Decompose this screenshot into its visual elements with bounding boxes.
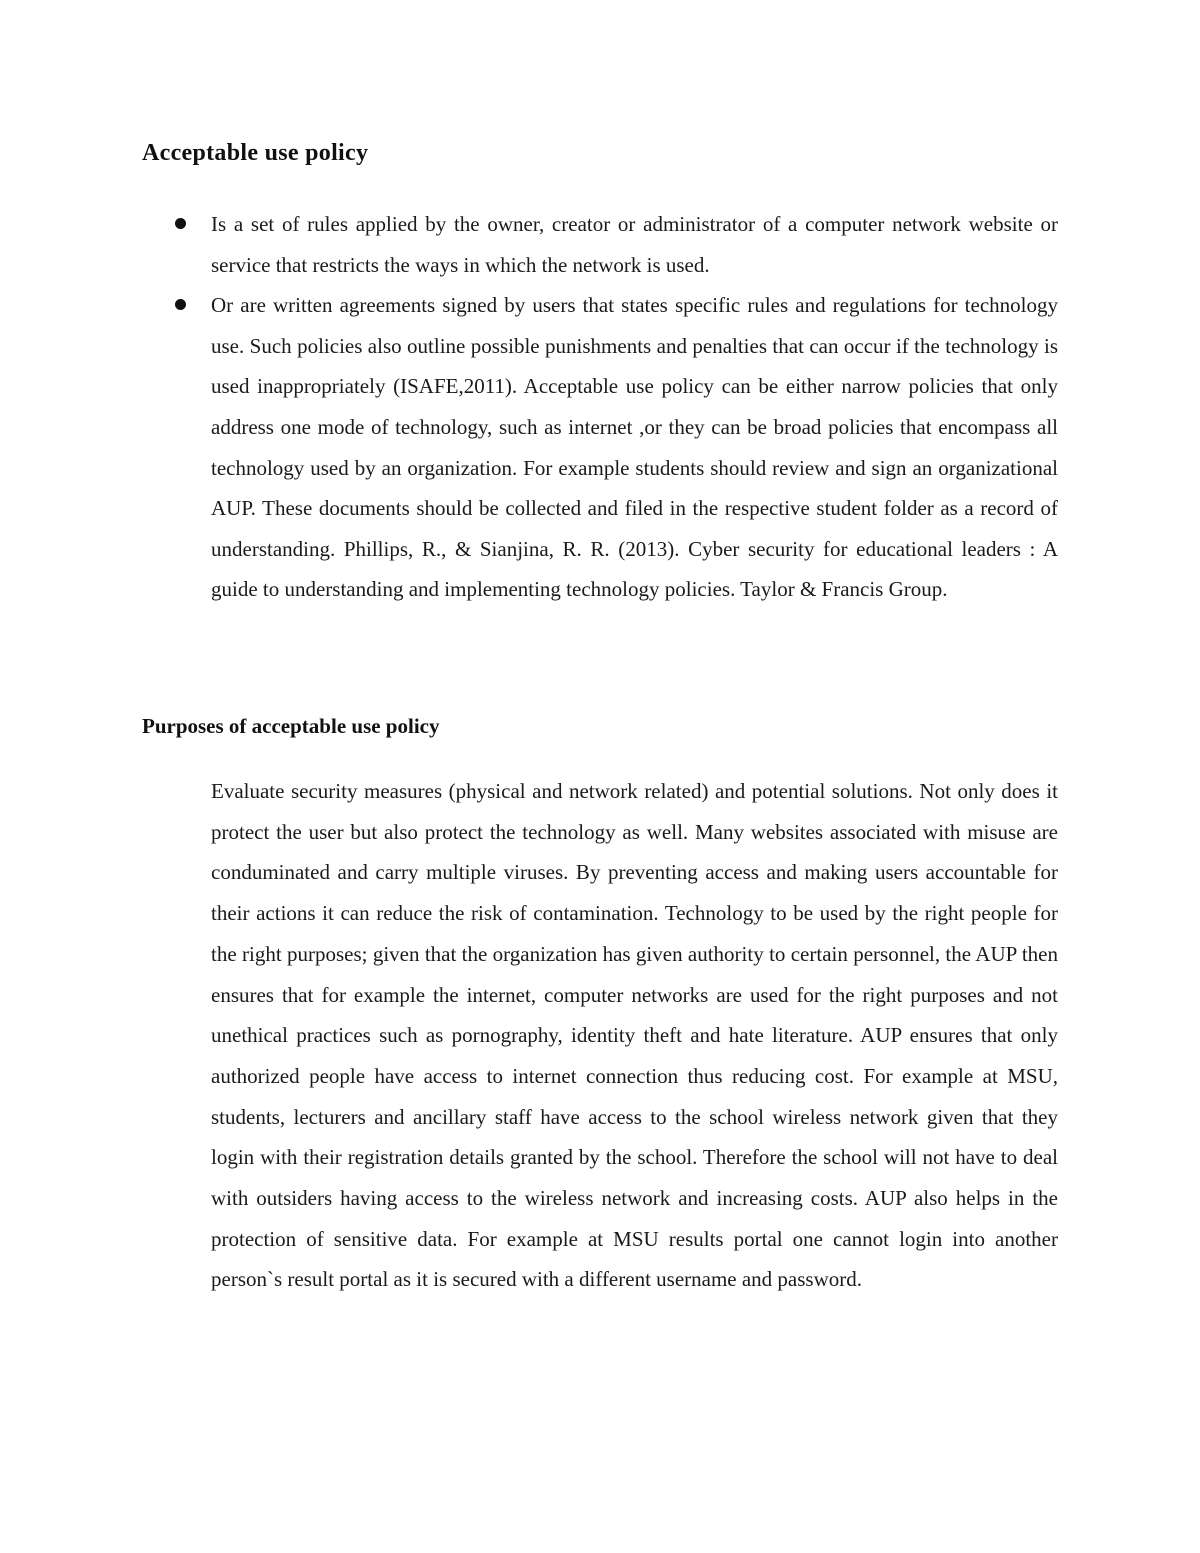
bullet-item-definition: [0, 204, 1058, 285]
bullet-text: Is a set of rules applied by the owner, creator or administrator of a computer network website or service that restricts the ways in which the network is used.: [211, 212, 1058, 277]
bullet-text: Or are written agreements signed by users that states specific rules and regulations for technology use. Such policies also outline possible punishments and penalties that can occur if the technology is used inappropriately (ISAFE,2011). Acceptable use policy can be either narrow policies that only address one mode of technology, such as internet ,or they can be broad policies that encompass all technology used by an organization. For example students should review and sign an organizational AUP. These documents should be collected and filed in the respective student folder as a record of understanding. Phillips, R., & Sianjina, R. R. (2013). Cyber security for educational leaders : A guide to understanding and implementing technology policies. Taylor & Francis Group.: [211, 293, 1058, 602]
bullet-item-agreements: [0, 285, 1058, 610]
bullet-list: [0, 204, 1200, 610]
bullet-dot-icon: [175, 218, 186, 229]
section-heading-acceptable-use-policy: Acceptable use policy: [142, 140, 369, 166]
purposes-paragraph: Evaluate security measures (physical and network related) and potential solutions. Not only does it protect the user but also protect the technology as well. Many websites associated with misuse are conduminated and carry multiple viruses. By preventing access and making users accountable for their actions it can reduce the risk of contamination. Technology to be used by the right people for the right purposes; given that the organization has given authority to certain personnel, the AUP then ensures that for example the internet, computer networks are used for the right purposes and not unethical practices such as pornography, identity theft and hate literature. AUP ensures that only authorized people have access to internet connection thus reducing cost. For example at MSU, students, lecturers and ancillary staff have access to the school wireless network given that they login with their registration details granted by the school. Therefore the school will not have to deal with outsiders having access to the wireless network and increasing costs. AUP also helps in the protection of sensitive data. For example at MSU results portal one cannot login into another person`s result portal as it is secured with a different username and password.: [211, 779, 1058, 1292]
section-heading-purposes: Purposes of acceptable use policy: [142, 714, 440, 738]
bullet-dot-icon: [175, 299, 186, 310]
